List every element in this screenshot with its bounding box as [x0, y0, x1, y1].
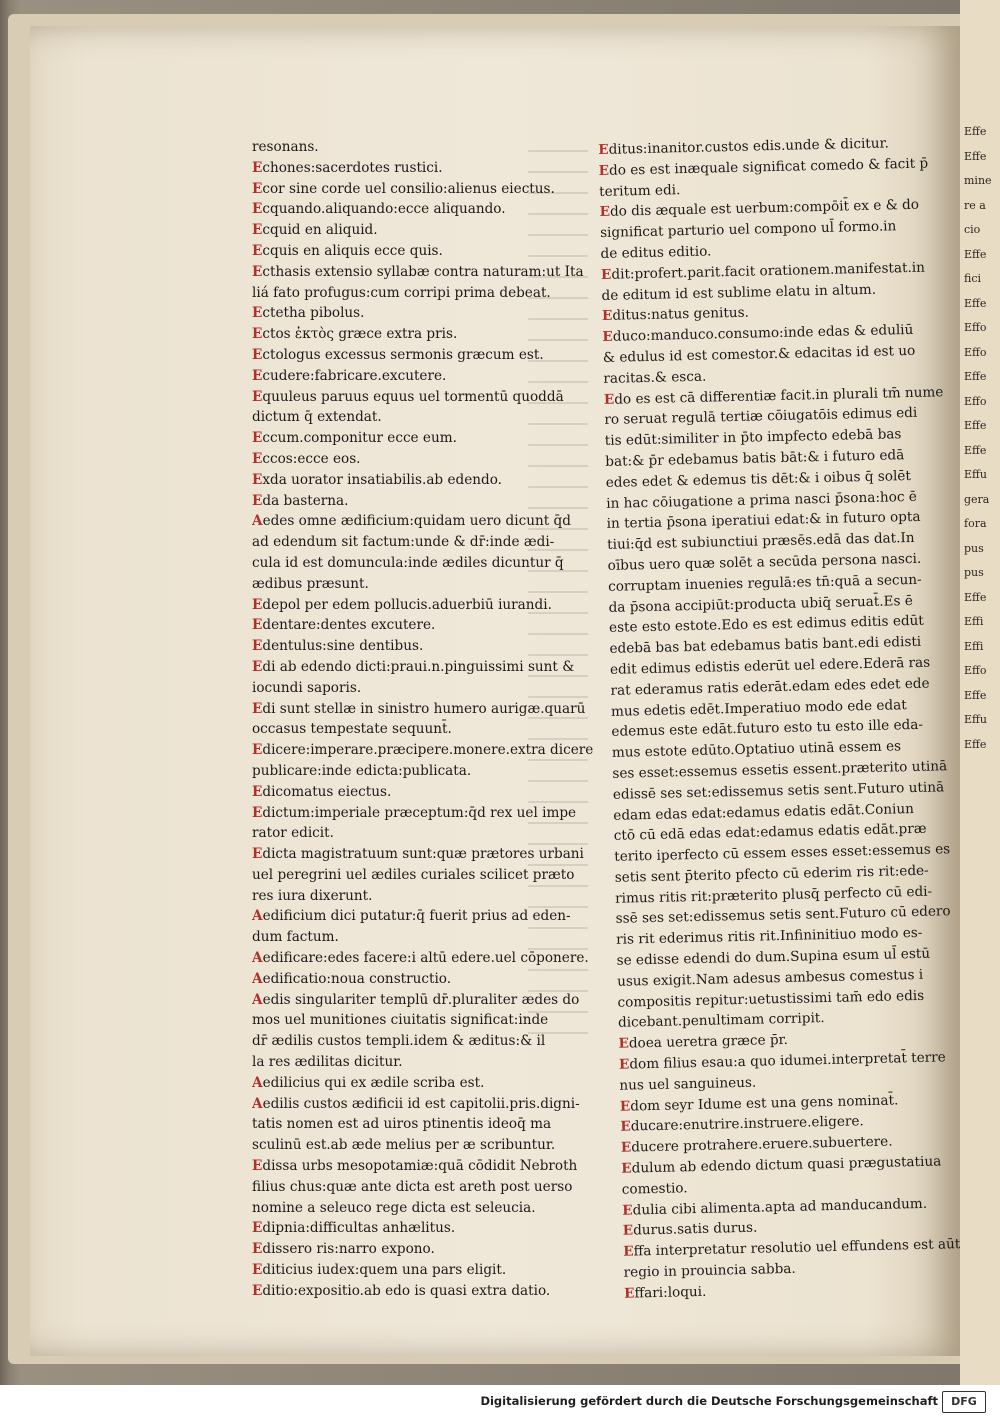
footer-bar — [0, 1385, 1000, 1417]
text-line: da p̄sona accipiūt:producta ubiq̄ seruat̄.Es ē — [608, 592, 914, 616]
text-line: ctō cū edā edas edat:edamus edatis edāt.præ — [613, 821, 927, 845]
text-line: & edulus id est comestor.& edacitas id est uo — [602, 342, 916, 366]
right-text-column — [598, 133, 961, 1305]
rubricated-initial: A — [252, 970, 263, 987]
text-line: Editio:expositio.ab edo is quasi extra datio. — [252, 1282, 551, 1299]
text-line: edam edas edat:edamus edatis edāt.Coniun — [613, 800, 915, 824]
text-line: Edi sunt stellæ in sinistro humero aurigæ.quarū — [252, 700, 586, 717]
rubricated-initial: A — [252, 950, 263, 967]
fragment-line: Effi — [964, 615, 984, 628]
text-line: Aedificatio:noua constructio. — [252, 970, 452, 987]
text-line: ssē ses set:edissemus setis sent.Futuro cū edero — [615, 903, 951, 928]
text-line: teritum edi. — [598, 181, 681, 200]
fragment-line: Effu — [964, 468, 987, 481]
text-line: Eda basterna. — [252, 492, 349, 509]
rubricated-initial: E — [252, 180, 263, 197]
fragment-line: Effe — [964, 296, 987, 310]
text-line: Edi ab edendo dicti:praui.n.pinguissimi sunt & — [252, 658, 575, 675]
rubricated-initial: E — [623, 1243, 634, 1260]
rubricated-initial: E — [252, 742, 263, 759]
dfg-logo: DFG — [942, 1391, 986, 1413]
rubricated-initial: E — [252, 346, 263, 363]
text-line: Ecor sine corde uel consilio:alienus eiectus. — [252, 180, 555, 197]
text-line: Aedis singulariter templū dr̄.pluraliter ædes do — [252, 991, 580, 1008]
text-line: Ectos ἐκτὸς græce extra pris. — [252, 326, 458, 343]
fragment-line: mine — [964, 174, 992, 187]
text-line: Edom seyr Idume est una gens nominat̄. — [619, 1092, 899, 1115]
text-line: comestio. — [621, 1180, 688, 1198]
text-line: edemus este edāt.futuro esto tu esto ille eda- — [611, 717, 924, 741]
fragment-line: pus — [964, 566, 984, 579]
text-line: Editicius iudex:quem una pars eligit. — [252, 1262, 507, 1279]
text-line: significat parturio uel compono ul̄ formo.in — [599, 218, 897, 242]
rubricated-initial: E — [252, 1282, 263, 1299]
text-line: rat ederamus ratis ederāt.edam edes edet ede — [610, 675, 930, 699]
text-line: Aedilicius qui ex ædile scriba est. — [252, 1074, 485, 1091]
text-line: edit edimus edistis ederūt uel edere.Ederā ras — [609, 654, 931, 678]
rubricated-initial: E — [618, 1035, 630, 1053]
fragment-line: Effe — [964, 370, 987, 383]
text-line: Edulia cibi alimenta.apta ad manducandum. — [622, 1195, 928, 1219]
fragment-line: cio — [964, 223, 981, 236]
text-line: uel peregrini uel ædiles curiales scilicet præto — [252, 866, 575, 883]
facing-page-edge — [960, 0, 1000, 1385]
text-line: Edentulus:sine dentibus. — [252, 638, 424, 655]
rubricated-initial: A — [252, 1074, 263, 1091]
rubricated-initial: E — [623, 1285, 635, 1302]
text-line: de editus editio. — [600, 243, 712, 262]
text-line: Eccum.componitur ecce eum. — [252, 430, 457, 447]
text-line: Aedes omne ædificium:quidam uero dicunt q̄d — [252, 513, 571, 530]
text-line: Edictum:imperiale præceptum:q̄d rex uel impe — [252, 804, 577, 821]
rubricated-initial: E — [622, 1202, 633, 1219]
text-line: Effari:loqui. — [623, 1283, 707, 1302]
text-line: racitas.& esca. — [603, 368, 707, 387]
text-line: filius chus:quæ ante dicta est areth post uerso — [252, 1178, 573, 1195]
rubricated-initial: E — [252, 305, 263, 322]
text-line: Edit:profert.parit.facit orationem.manifestat.in — [600, 259, 926, 283]
rubricated-initial: E — [252, 450, 263, 467]
text-line: rimus ritis rit:præterito plusq̄ perfecto cū edi- — [615, 883, 933, 907]
fragment-line: fici — [964, 272, 982, 285]
left-text-column — [252, 137, 594, 1302]
rubricated-initial: E — [252, 783, 263, 800]
text-line: este esto estote.Edo es est edimus editis edūt — [608, 613, 925, 637]
rubricated-initial: E — [252, 700, 263, 717]
rubricated-initial: E — [252, 326, 263, 343]
fragment-line: Effu — [964, 713, 987, 726]
fragment-line: Effe — [964, 125, 987, 138]
rubricated-initial: E — [252, 804, 263, 821]
fragment-line: Effe — [964, 737, 987, 751]
rubricated-initial: E — [252, 201, 263, 218]
text-line: Edissero ris:narro expono. — [252, 1241, 435, 1258]
rubricated-initial: E — [600, 266, 612, 283]
rubricated-initial: E — [252, 617, 263, 634]
text-line: Edentare:dentes excutere. — [252, 617, 436, 634]
text-line: in hac cōiugatione a prima nasci p̄sona:hoc ē — [606, 488, 918, 512]
rubricated-initial: E — [621, 1160, 632, 1177]
text-line: tatis nomen est ad uiros ptinentis ideoq̄ ma — [252, 1116, 552, 1133]
rubricated-initial: E — [252, 222, 263, 239]
text-line: Edurus.satis durus. — [622, 1220, 758, 1240]
fragment-line: Effo — [964, 321, 987, 334]
text-line: cula id est domuncula:inde ædiles dicuntur q̄ — [252, 554, 564, 571]
fragment-line: gera — [964, 492, 990, 506]
text-line: Edulum ab edendo dictum quasi prægustatiua — [621, 1153, 942, 1177]
text-line: nus uel sanguineus. — [619, 1074, 757, 1094]
fragment-line: Effo — [964, 394, 987, 408]
text-line: Exda uorator insatiabilis.ab edendo. — [252, 471, 502, 488]
fragment-line: pus — [964, 541, 984, 555]
rubricated-initial: E — [598, 162, 610, 179]
text-line: in tertia p̄sona iperatiui edat:& in futuro opta — [606, 509, 921, 533]
text-line: ro seruat regulā tertiæ cōiugatōis edimus edi — [604, 405, 918, 429]
text-line: Edo es est inæquale significat comedo & facit p̄ — [598, 155, 929, 179]
text-line: ad edendum sit factum:unde & dr̄:inde ædi- — [252, 534, 555, 551]
text-line: rator edicit. — [252, 825, 334, 842]
rubricated-initial: E — [252, 658, 263, 675]
text-line: Ectologus excessus sermonis græcum est. — [252, 346, 544, 363]
text-line: Edom filius esau:a quo idumei.interpretat̄ terre — [618, 1049, 946, 1073]
text-line: Educo:manduco.consumo:inde edas & eduliū — [602, 322, 914, 346]
funding-notice: Digitalisierung gefördert durch die Deutsche Forschungsgemeinschaft — [480, 1394, 938, 1408]
text-line: dicebant.penultimam corripit. — [617, 1010, 825, 1032]
fragment-line: fora — [964, 517, 987, 530]
rubricated-initial: A — [252, 513, 263, 530]
text-line: corruptam inuenies regulā:es tn̄:quā a secun- — [607, 571, 922, 595]
fragment-line: Effo — [964, 345, 987, 359]
text-line: edes edet & edemus tis dēt:& i oibus q̄ solēt — [605, 467, 912, 491]
rubricated-initial: A — [252, 908, 263, 925]
rubricated-initial: E — [252, 1241, 263, 1258]
text-line: Ecthasis extensio syllabæ contra naturam:ut Ita — [252, 263, 584, 280]
text-line: dictum q̄ extendat. — [252, 409, 382, 426]
rubricated-initial: E — [252, 596, 263, 613]
text-line: Ecquando.aliquando:ecce aliquando. — [252, 201, 506, 218]
text-line: mus edetis edēt.Imperatiuo modo ede edat — [610, 696, 907, 720]
rubricated-initial: E — [252, 159, 263, 176]
fragment-line: Effe — [964, 590, 987, 604]
rubricated-initial: E — [620, 1139, 632, 1156]
rubricated-initial: E — [252, 242, 263, 259]
text-line: Edo es est cā differentiæ facit.in plurali tm̄ nume — [603, 383, 944, 408]
rubricated-initial: E — [622, 1222, 634, 1240]
text-line: mos uel munitiones ciuitatis significat:inde — [252, 1012, 549, 1029]
rubricated-initial: E — [620, 1118, 631, 1136]
text-line: ses esset:essemus essetis essent.præterito utinā — [612, 758, 948, 782]
rubricated-initial: E — [252, 1220, 263, 1237]
rubricated-initial: E — [252, 492, 263, 509]
rubricated-initial: E — [252, 471, 263, 488]
text-line: ris rit ederimus ritis rit.Infininitiuo modo es- — [615, 925, 923, 949]
text-line: regio in prouincia sabba. — [623, 1260, 796, 1281]
rubricated-initial: E — [599, 204, 611, 221]
text-line: usus exigit.Nam adesus ambesus comestus i — [616, 966, 924, 990]
facing-page-fragments — [960, 0, 1000, 757]
text-line: Effa interpretatur resolutio uel effundens est aūt — [623, 1236, 961, 1260]
text-line: nomine a seleuco rege dicta est seleucia. — [252, 1199, 536, 1216]
fragment-line: Effe — [964, 688, 987, 702]
rubricated-initial: E — [252, 430, 263, 447]
rubricated-initial: E — [252, 638, 263, 655]
text-line: occasus tempestate sequunt̄. — [252, 721, 452, 738]
rubricated-initial: E — [252, 1158, 263, 1175]
text-line: Editus:inanitor.custos edis.unde & dicitur. — [598, 135, 890, 158]
text-line: tiui:q̄d est subiunctiui præsēs.edā das dat.In — [607, 530, 915, 554]
text-line: publicare:inde edicta:publicata. — [252, 762, 472, 779]
rubricated-initial: E — [252, 846, 263, 863]
fragment-line: Effe — [964, 443, 987, 457]
text-line: Edepol per edem pollucis.aduerbiū iurandi. — [252, 596, 552, 613]
fragment-line: Effe — [964, 419, 987, 432]
rubricated-initial: E — [252, 367, 263, 384]
rubricated-initial: E — [618, 1056, 630, 1073]
text-line: Editus:natus genitus. — [601, 304, 750, 325]
text-line: Ecquid en aliquid. — [252, 222, 378, 239]
rubricated-initial: E — [602, 328, 614, 346]
fragment-line: Effe — [964, 247, 987, 261]
text-line: Edicomatus eiectus. — [252, 783, 392, 800]
text-line: Ecquis en aliquis ecce quis. — [252, 242, 443, 259]
text-line: Edoea ueretra græce p̄r. — [618, 1032, 789, 1053]
text-line: dum factum. — [252, 929, 339, 946]
rubricated-initial: E — [598, 141, 609, 158]
text-line: Ectetha pibolus. — [252, 305, 365, 322]
rubricated-initial: E — [252, 388, 263, 405]
text-line: la res ædilitas dicitur. — [252, 1054, 403, 1071]
text-line: Aedificare:edes facere:i altū edere.uel cōponere. — [252, 950, 589, 967]
fragment-line: Effo — [964, 664, 987, 677]
rubricated-initial: E — [252, 263, 263, 280]
text-line: liá fato profugus:cum corripi prima debeat. — [252, 284, 551, 301]
text-line: Edo dis æquale est uerbum:compōit̄ ex e & do — [599, 197, 920, 221]
text-line: ædibus præsunt. — [252, 575, 369, 592]
text-line: Edicere:imperare.præcipere.monere.extra dicere — [252, 742, 594, 759]
text-line: mus estote edūto.Optatiuo utinā essem es — [611, 738, 902, 761]
rubricated-initial: A — [252, 991, 263, 1008]
text-line: Ecudere:fabricare.excutere. — [252, 367, 447, 384]
text-line: iocundi saporis. — [252, 679, 362, 696]
text-line: dr̄ ædilis custos templi.idem & æditus:& il — [252, 1033, 546, 1050]
text-line: edissē ses set:edissemus setis sent.Futuro utinā — [612, 779, 945, 803]
text-line: res iura dixerunt. — [252, 887, 373, 904]
text-line: oībus uero quæ solēt a secūda persona nasci. — [607, 550, 922, 574]
rubricated-initial: A — [252, 1095, 263, 1112]
text-line: Aedificium dici putatur:q̄ fuerit prius ad eden- — [252, 908, 571, 925]
text-line: Aedilis custos ædificii id est capitolii.pris.digni- — [252, 1095, 580, 1112]
text-line: Edipnia:difficultas anhælitus. — [252, 1220, 456, 1237]
text-line: de editum id est sublime elatu in altum. — [601, 281, 877, 304]
text-line: Educere protrahere.eruere.subuertere. — [620, 1133, 893, 1156]
fragment-line: Effi — [964, 639, 984, 653]
fragment-line: re a — [964, 198, 986, 212]
text-line: bat:& p̄r edebamus batis bāt:& i futuro edā — [605, 447, 905, 470]
text-line: terito iperfecto cū essem esses esset:essemus es — [614, 841, 951, 865]
text-line: compositis repitur:uetustissimi tam̄ edo edis — [617, 987, 925, 1011]
text-line: sculinū est.ab æde melius per æ scribuntur. — [252, 1137, 556, 1154]
rubricated-initial: E — [603, 391, 615, 408]
text-line: tis edūt:similiter in p̄to impfecto edebā bas — [604, 426, 902, 450]
rubricated-initial: E — [619, 1098, 631, 1115]
rubricated-initial: E — [252, 1262, 263, 1279]
text-line: setis sent p̄terito pfecto cū ederim ris rit:ede- — [614, 862, 929, 886]
text-line: Eccos:ecce eos. — [252, 450, 361, 467]
text-line: resonans. — [252, 139, 319, 155]
text-line: edebā bas bat edebamus batis bant.edi edisti — [609, 633, 922, 657]
text-line: Echones:sacerdotes rustici. — [252, 159, 443, 176]
text-line: Edissa urbs mesopotamiæ:quā cōdidit Nebroth — [252, 1158, 578, 1175]
text-line: se edisse edendi do dum.Supina esum ul̄ estū — [616, 945, 931, 969]
text-line: Educare:enutrire.instruere.eligere. — [620, 1113, 864, 1136]
text-line: Equuleus paruus equus uel tormentū quoddā — [252, 388, 564, 405]
fragment-line: Effe — [964, 149, 987, 163]
rubricated-initial: E — [601, 308, 613, 325]
text-line: Edicta magistratuum sunt:quæ prætores urbani — [252, 846, 584, 863]
